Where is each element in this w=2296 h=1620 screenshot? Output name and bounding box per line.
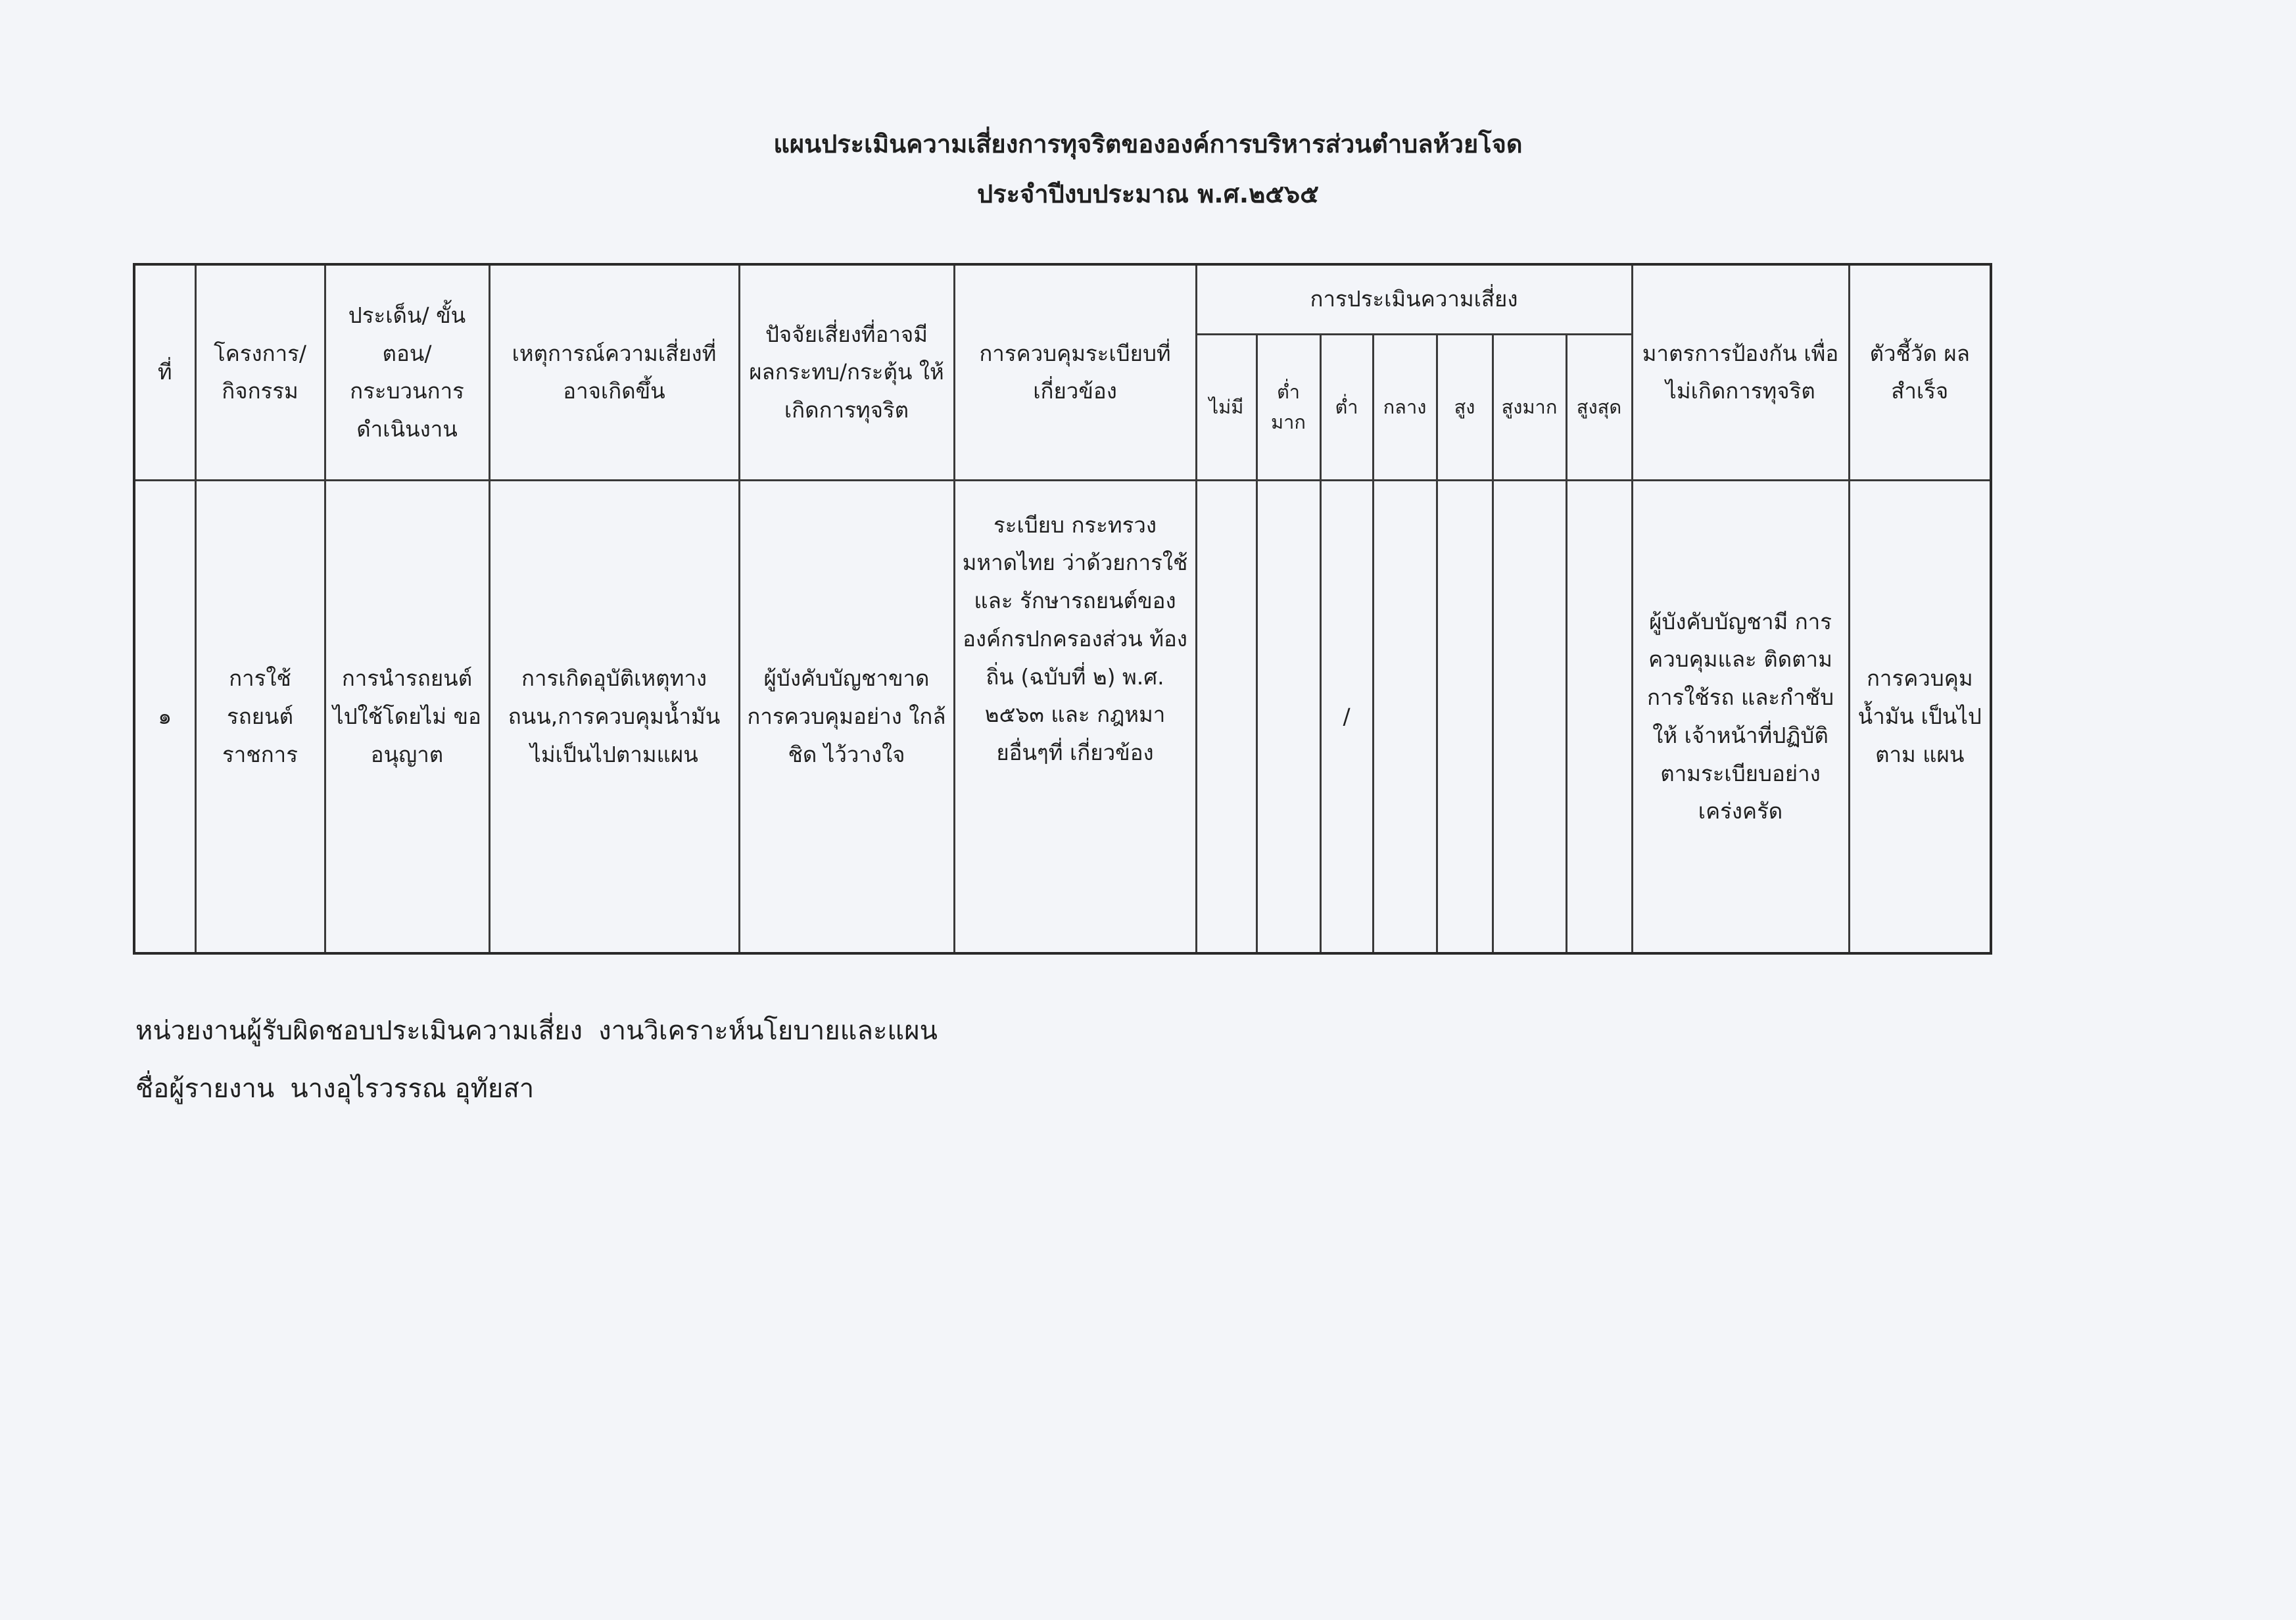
cell-level-low-mark: /	[1320, 480, 1373, 953]
cell-risk-event: การเกิดอุบัติเหตุทาง ถนน,การควบคุมน้ำมัน ไม่เป็นไปตามแผน	[489, 480, 739, 953]
cell-project: การใช้ รถยนต์ ราชการ	[195, 480, 325, 953]
header-risk-factor: ปัจจัยเสี่ยงที่อาจมี ผลกระทบ/กระตุ้น ให้เกิดการทุจริต	[739, 264, 954, 480]
header-level-very-high: สูงมาก	[1493, 334, 1566, 480]
header-indicator: ตัวชี้วัด ผลสำเร็จ	[1849, 264, 1991, 480]
cell-level-high	[1437, 480, 1493, 953]
cell-level-very-high	[1493, 480, 1566, 953]
header-level-none: ไม่มี	[1196, 334, 1256, 480]
cell-issue: การนำรถยนต์ ไปใช้โดยไม่ ขออนุญาต	[325, 480, 489, 953]
document-subtitle: ประจำปีงบประมาณ พ.ศ.๒๕๖๕	[977, 179, 1319, 208]
cell-indicator: การควบคุม น้ำมัน เป็นไปตาม แผน	[1849, 480, 1991, 953]
reporter-name: นางอุไรวรรณ อุทัยสา	[290, 1074, 535, 1104]
responsible-unit-line	[135, 1018, 938, 1044]
header-level-highest: สูงสุด	[1566, 334, 1632, 480]
risk-assessment-table	[133, 263, 1992, 955]
reporter-label: ชื่อผู้รายงาน	[135, 1074, 275, 1104]
header-risk-assessment: การประเมินความเสี่ยง	[1196, 264, 1632, 334]
cell-level-highest	[1566, 480, 1632, 953]
header-level-high: สูง	[1437, 334, 1493, 480]
cell-no: ๑	[134, 480, 195, 953]
header-control: การควบคุมระเบียบที่ เกี่ยวข้อง	[954, 264, 1196, 480]
header-level-low: ต่ำ	[1320, 334, 1373, 480]
header-level-very-low: ต่ำ มาก	[1256, 334, 1320, 480]
cell-level-medium	[1373, 480, 1437, 953]
responsible-unit-label: หน่วยงานผู้รับผิดชอบประเมินความเสี่ยง	[135, 1016, 583, 1046]
header-risk-event: เหตุการณ์ความเสี่ยงที่ อาจเกิดขึ้น	[489, 264, 739, 480]
header-project: โครงการ/ กิจกรรม	[195, 264, 325, 480]
cell-level-none	[1196, 480, 1256, 953]
responsible-unit-value: งานวิเคราะห์นโยบายและแผน	[598, 1016, 938, 1046]
reporter-line	[135, 1076, 534, 1102]
header-prevention: มาตรการป้องกัน เพื่อไม่เกิดการทุจริต	[1632, 264, 1849, 480]
cell-level-very-low	[1256, 480, 1320, 953]
document-title: แผนประเมินความเสี่ยงการทุจริตขององค์การบริหารส่วนตำบลห้วยโจด	[773, 130, 1523, 158]
cell-control: ระเบียบ กระทรวงมหาดไทย ว่าด้วยการใช้และ รักษารถยนต์ของ องค์กรปกครองส่วน ท้องถิ่น (ฉบับที่ ๒) พ.ศ. ๒๕๖๓ และ กฎหมายอื่นๆที่ เกี่ยวข้อง	[954, 480, 1196, 953]
header-no: ที่	[134, 264, 195, 480]
table-row	[134, 480, 1991, 953]
cell-risk-factor: ผู้บังคับบัญชาขาด การควบคุมอย่าง ใกล้ชิด ไว้วางใจ	[739, 480, 954, 953]
header-level-medium: กลาง	[1373, 334, 1437, 480]
header-issue: ประเด็น/ ขั้นตอน/ กระบวนการ ดำเนินงาน	[325, 264, 489, 480]
cell-prevention: ผู้บังคับบัญชามี การควบคุมและ ติดตามการใช้รถ และกำชับให้ เจ้าหน้าที่ปฏิบัติ ตามระเบียบอย่าง เคร่งครัด	[1632, 480, 1849, 953]
